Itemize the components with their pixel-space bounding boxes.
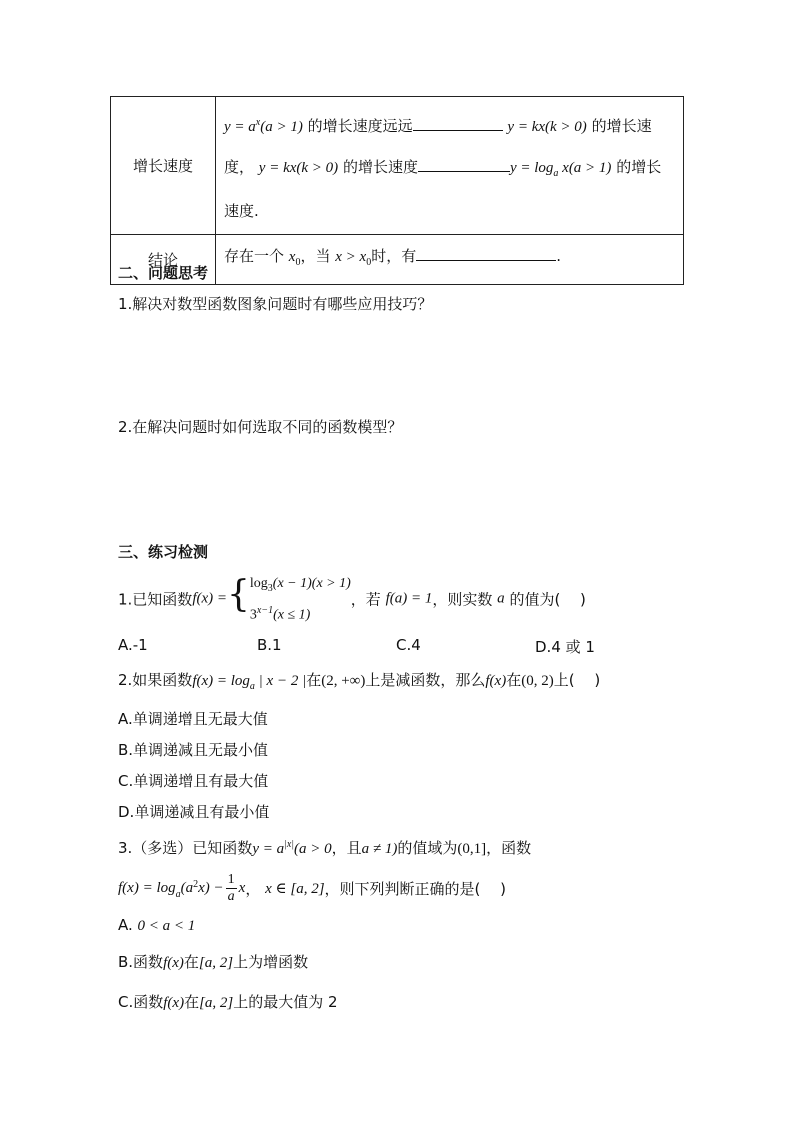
base-3: 3 xyxy=(249,607,257,623)
text: ，则下列判断正确的是( ) xyxy=(324,880,507,898)
text: 2.如果函数 xyxy=(118,671,193,689)
math-log: y = log xyxy=(509,160,554,176)
math-x0-sub: 0 xyxy=(295,257,301,268)
option-a[interactable]: A.-1 xyxy=(118,636,148,654)
growth-line-1 xyxy=(224,103,675,147)
problem-3-line-1 xyxy=(118,837,531,858)
math-cond: (a > 1) xyxy=(260,119,303,135)
math-exp: y = a xyxy=(224,119,256,135)
math-domain: x ∈ [a, 2] xyxy=(265,881,325,897)
growth-rate-content xyxy=(216,97,684,235)
math-linear: y = kx(k > 0) xyxy=(258,160,339,176)
text: ，函数 xyxy=(486,839,532,857)
math-fx: f(x) xyxy=(485,673,507,689)
question-2: 2.在解决问题时如何选取不同的函数模型？ xyxy=(118,418,403,436)
interval: [a, 2] xyxy=(199,995,234,1011)
text: ， xyxy=(245,880,261,898)
option-label: C.函数 xyxy=(118,993,164,1011)
text: 在 xyxy=(183,953,199,971)
text: 的值为( ) xyxy=(509,590,586,609)
table-row-growth-rate xyxy=(111,97,684,235)
text: 度， xyxy=(224,158,255,176)
math-abs: | x − 2 | xyxy=(254,673,307,689)
math-exp: |x| xyxy=(284,839,295,850)
section-2-heading: 二、问题思考 xyxy=(118,264,209,282)
problem-1 xyxy=(118,572,586,626)
option-d[interactable]: D.单调递减且有最小值 xyxy=(118,803,270,821)
log-base: 3 xyxy=(267,582,273,594)
text: 的值域为 xyxy=(397,839,458,857)
text: 3.（多选）已知函数 xyxy=(118,839,253,857)
interval: (0,1] xyxy=(457,841,487,857)
option-c[interactable]: C.单调递增且有最大值 xyxy=(118,772,269,790)
option-b[interactable] xyxy=(118,951,308,972)
text: 时，有 xyxy=(371,247,417,265)
math-cond: x > x xyxy=(335,249,367,265)
growth-line-3: 速度. xyxy=(224,202,259,220)
text: 上的最大值为 2 xyxy=(233,993,338,1011)
piecewise-cases xyxy=(250,572,351,626)
math-fx: f(x) = log xyxy=(118,880,176,896)
text: . xyxy=(556,247,561,265)
case-2-expr: (x ≤ 1) xyxy=(273,607,311,623)
text: 的增长速度远远 xyxy=(302,117,413,135)
math-arg: (a xyxy=(180,880,194,896)
math-log-base: a xyxy=(249,681,255,692)
math-var: a xyxy=(497,590,505,607)
math-fx: f(x) = xyxy=(192,590,227,607)
math-log-base: a xyxy=(175,889,181,900)
row-label-conclusion: 结论 xyxy=(111,235,216,285)
question-1: 1.解决对数型函数图象问题时有哪些应用技巧？ xyxy=(118,295,433,313)
section-3-heading: 三、练习检测 xyxy=(118,543,209,561)
math-log-arg: x(a > 1) xyxy=(558,160,612,176)
option-d[interactable]: D.4 或 1 xyxy=(535,638,595,656)
row-label-growth-rate: 增长速度 xyxy=(111,97,216,235)
interval-1: (2, +∞) xyxy=(321,673,366,689)
option-a[interactable] xyxy=(118,916,195,935)
math-var: x xyxy=(238,880,246,896)
text: 在 xyxy=(506,671,522,689)
answer-blank-2[interactable] xyxy=(418,157,510,172)
math-cond-sub: 0 xyxy=(366,257,372,268)
math-cond: a ≠ 1) xyxy=(361,841,398,857)
math-cond: f(a) = 1 xyxy=(385,590,433,607)
math-exp-sup: x xyxy=(255,117,261,128)
math-fx: y = a xyxy=(252,841,285,857)
text: 存在一个 xyxy=(224,247,285,265)
text: ，则实数 xyxy=(432,590,493,609)
text: 上为增函数 xyxy=(233,953,309,971)
option-label: B.函数 xyxy=(118,953,164,971)
math-fx: f(x) = log xyxy=(192,673,250,689)
fraction-numerator: 1 xyxy=(227,872,235,887)
text: 在 xyxy=(306,671,322,689)
math-ineq: 0 < a < 1 xyxy=(137,918,196,934)
fraction xyxy=(226,872,237,905)
fraction-denominator: a xyxy=(227,889,235,904)
text: ，若 xyxy=(350,590,381,609)
problem-3-line-2 xyxy=(118,872,506,905)
exponent: x−1 xyxy=(256,604,274,616)
math-log-base: a xyxy=(553,168,559,179)
text: 的增长 xyxy=(611,158,662,176)
left-brace: { xyxy=(227,573,250,615)
growth-line-2 xyxy=(224,147,675,194)
text: 的增长速度 xyxy=(338,158,418,176)
math-arg: x) − xyxy=(198,880,224,896)
math-exp: 2 xyxy=(193,879,199,890)
text: 的增长速 xyxy=(586,117,652,135)
math-fx: f(x) xyxy=(163,995,185,1011)
interval: [a, 2] xyxy=(198,955,234,971)
conclusion-content xyxy=(216,235,684,285)
piecewise-function xyxy=(227,572,351,626)
math-fx: f(x) xyxy=(163,955,184,971)
text: 上是减函数，那么 xyxy=(365,671,486,689)
text: ，当 xyxy=(300,247,331,265)
case-1 xyxy=(250,572,351,600)
option-b[interactable]: B.单调递减且无最小值 xyxy=(118,741,269,759)
growth-comparison-table xyxy=(110,96,684,285)
option-b[interactable]: B.1 xyxy=(257,636,282,654)
option-c[interactable] xyxy=(118,991,338,1012)
case-2 xyxy=(250,600,351,627)
math-linear: y = kx(k > 0) xyxy=(507,119,587,135)
option-a[interactable]: A.单调递增且无最大值 xyxy=(118,710,268,728)
log-text: log xyxy=(249,576,268,591)
math-cond: (a > 0 xyxy=(294,841,332,857)
text: 1.已知函数 xyxy=(118,590,193,609)
answer-blank-1[interactable] xyxy=(413,116,503,131)
text: 上( ) xyxy=(553,671,601,689)
case-1-expr: (x − 1)(x > 1) xyxy=(272,576,351,591)
option-c[interactable]: C.4 xyxy=(396,636,421,654)
text: ，且 xyxy=(331,839,362,857)
math-x0: x xyxy=(288,249,296,265)
answer-blank-3[interactable] xyxy=(416,246,556,261)
text: 在 xyxy=(184,993,200,1011)
interval-2: (0, 2) xyxy=(521,673,554,689)
option-label: A. xyxy=(118,916,133,934)
problem-2 xyxy=(118,669,600,692)
